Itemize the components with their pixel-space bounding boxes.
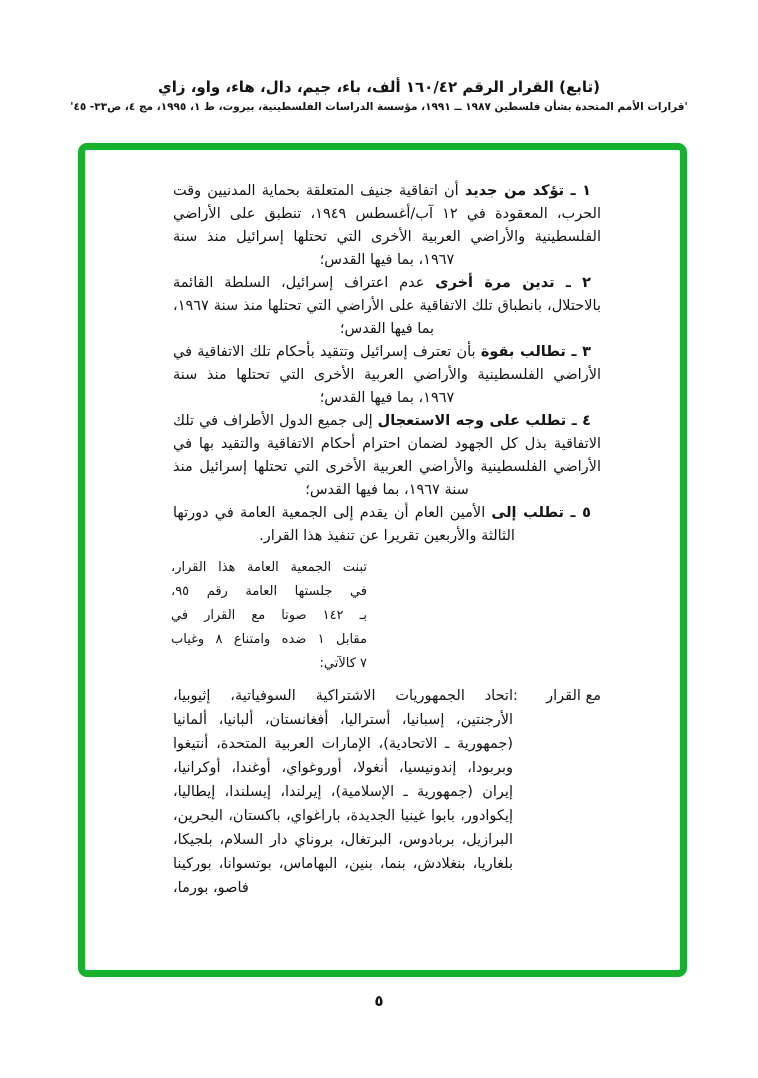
vote-record [173, 684, 601, 900]
page-header [0, 78, 758, 113]
page-number: ٥ [374, 992, 384, 1010]
operative-paragraph-5 [173, 502, 601, 548]
page-footer [0, 992, 758, 1010]
operative-text-5: الأمين العام أن يقدم إلى الجمعية العامة في دورتها الثالثة والأربعين تقريرا عن تنفيذ هذا القرار. [173, 505, 515, 544]
operative-text-2: عدم اعتراف إسرائيل، السلطة القائمة بالاحتلال، بانطباق تلك الاتفاقية على الأراضي التي تحتلها منذ سنة ١٩٦٧، بما فيها القدس؛ [173, 275, 601, 337]
operative-lead-4: ٤ ـ تطلب على وجه الاستعجال [377, 413, 591, 429]
adoption-note-line-4: مقابل ١ ضده وامتناع ٨ وغياب [171, 632, 367, 647]
operative-lead-3: ٣ ـ تطالب بقوة [480, 344, 591, 360]
resolution-title: (تابع) القرار الرقم ١٦٠/٤٢ ألف، باء، جيم، دال، هاء، واو، زاي [157, 78, 601, 96]
operative-lead-2: ٢ ـ تدين مرة أخرى [435, 275, 591, 291]
adoption-note-line-3: بـ ١٤٢ صوتا مع القرار في [171, 608, 367, 623]
vote-countries-list: اتحاد الجمهوريات الاشتراكية السوفياتية، إثيوبيا، الأرجنتين، إسبانيا، أستراليا، أفغانستان، ألبانيا، ألمانيا (جمهورية ـ الاتحادية)، الإمارات العربية المتحدة، أنتيغوا وبربودا، إندونيسيا، أنغولا، أوروغواي، أوغندا، أوكرانيا، إيران (جمهورية ـ الإسلامية)، إيرلندا، إيسلندا، إيطاليا، إيكوادور، بابوا غينيا الجديدة، باراغواي، باكستان، البحرين، البرازيل، بربادوس، البرتغال، بروناي دار السلام، بلجيكا، بلغاريا، بنغلادش، بنما، بنين، البهاماس، بوتسوانا، بوركينا فاصو، بورما، [173, 688, 513, 896]
adoption-note [171, 556, 367, 676]
operative-paragraph-1 [173, 180, 601, 272]
operative-paragraph-2 [173, 272, 601, 341]
green-frame [78, 143, 687, 977]
operative-lead-1: ١ ـ تؤكد من جديد [464, 183, 591, 199]
operative-paragraph-4 [173, 410, 601, 502]
vote-label-colon: : [513, 688, 518, 704]
source-citation: 'قرارات الأمم المتحدة بشأن فلسطين ١٩٨٧ ــ ١٩٩١، مؤسسة الدراسات الفلسطينية، بيروت، ط ١، ١٩٩٥، مج ٤، ص٣٣- ٤٥' [70, 101, 688, 113]
operative-text-4: إلى جميع الدول الأطراف في تلك الاتفاقية بذل كل الجهود لضمان احترام أحكام الاتفاقية والتقيد بها في الأراضي الفلسطينية والأراضي العربية الأخرى التي تحتلها إسرائيل منذ سنة ١٩٦٧، بما فيها القدس؛ [173, 413, 601, 498]
adoption-note-line-2: في جلستها العامة رقم ٩٥، [171, 584, 367, 599]
operative-lead-5: ٥ ـ تطلب إلى [491, 505, 591, 521]
vote-label [513, 684, 601, 900]
operative-text-1: أن اتفاقية جنيف المتعلقة بحماية المدنيين وقت الحرب، المعقودة في ١٢ آب/أغسطس ١٩٤٩، تنطبق على الأراضي الفلسطينية والأراضي العربية الأخرى التي تحتلها إسرائيل منذ سنة ١٩٦٧، بما فيها القدس؛ [173, 183, 602, 268]
adoption-note-line-1: تبنت الجمعية العامة هذا القرار، [171, 560, 367, 575]
vote-label-text: مع القرار [546, 688, 601, 704]
operative-text-3: بأن تعترف إسرائيل وتتقيد بأحكام تلك الاتفاقية في الأراضي الفلسطينية والأراضي العربية الأخرى التي تحتلها منذ سنة ١٩٦٧، بما فيها القدس؛ [173, 344, 601, 406]
resolution-body [173, 180, 601, 900]
operative-paragraph-3 [173, 341, 601, 410]
adoption-note-line-5: ٧ كالآتي: [319, 656, 367, 671]
